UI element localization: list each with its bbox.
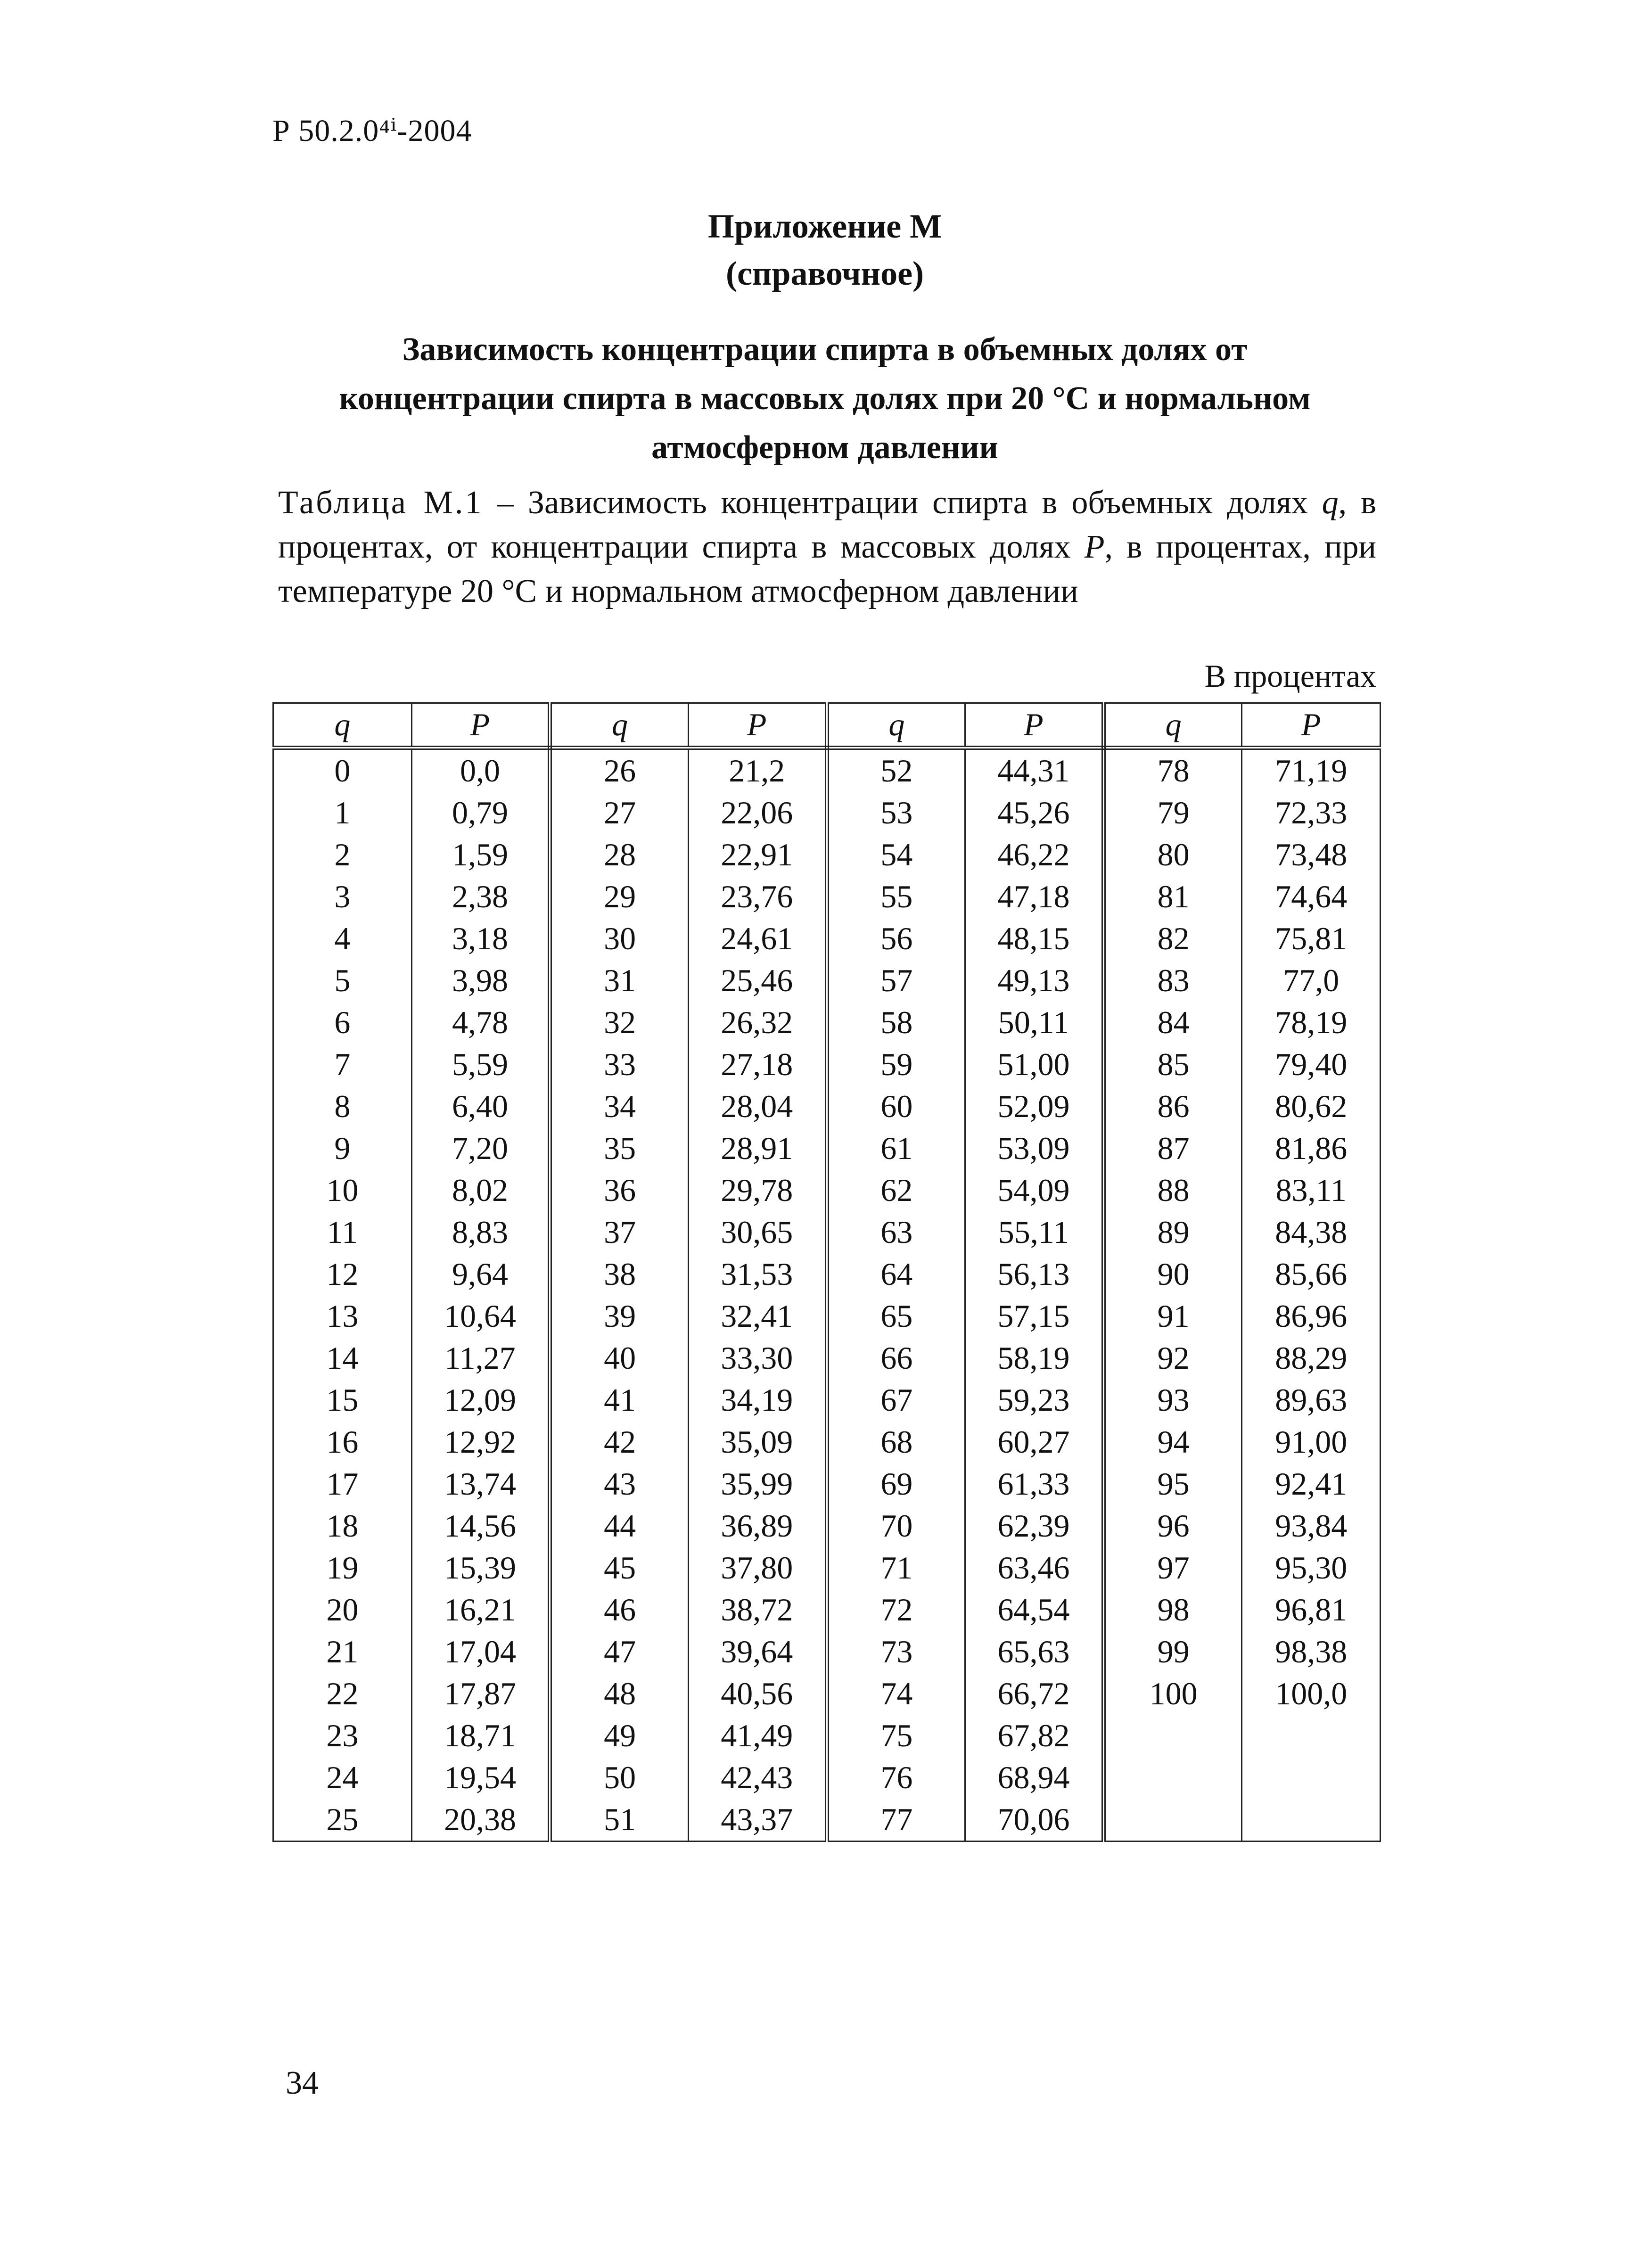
cell-q: 47 <box>550 1631 689 1673</box>
cell-p: 17,04 <box>411 1631 550 1673</box>
cell-p: 44,31 <box>965 748 1104 792</box>
cell-p: 28,91 <box>688 1127 827 1169</box>
cell-q: 45 <box>550 1547 689 1589</box>
cell-q: 31 <box>550 960 689 1002</box>
cell-q: 53 <box>827 792 965 834</box>
cell-q: 3 <box>273 876 412 918</box>
table-row <box>273 1211 1381 1253</box>
cell-p: 55,11 <box>965 1211 1104 1253</box>
table-row <box>273 1002 1381 1044</box>
cell-p: 84,38 <box>1242 1211 1381 1253</box>
cell-q: 40 <box>550 1337 689 1379</box>
cell-p: 71,19 <box>1242 748 1381 792</box>
cell-p: 52,09 <box>965 1085 1104 1127</box>
cell-q: 61 <box>827 1127 965 1169</box>
cell-p: 10,64 <box>411 1295 550 1337</box>
table-row <box>273 960 1381 1002</box>
cell-q: 41 <box>550 1379 689 1421</box>
cell-q: 69 <box>827 1463 965 1505</box>
cell-p: 34,19 <box>688 1379 827 1421</box>
cell-q: 67 <box>827 1379 965 1421</box>
cell-q: 5 <box>273 960 412 1002</box>
cell-q: 72 <box>827 1589 965 1631</box>
cell-q: 49 <box>550 1715 689 1757</box>
cell-p: 60,27 <box>965 1421 1104 1463</box>
cell-p: 21,2 <box>688 748 827 792</box>
cell-q: 75 <box>827 1715 965 1757</box>
column-header-q: q <box>1103 703 1242 748</box>
cell-q <box>1103 1715 1242 1757</box>
cell-p: 20,38 <box>411 1799 550 1842</box>
cell-p: 15,39 <box>411 1547 550 1589</box>
cell-q: 70 <box>827 1505 965 1547</box>
section-title-line: атмосферном давлении <box>651 429 998 466</box>
cell-q: 14 <box>273 1337 412 1379</box>
cell-q: 83 <box>1103 960 1242 1002</box>
cell-q: 21 <box>273 1631 412 1673</box>
cell-p: 86,96 <box>1242 1295 1381 1337</box>
cell-p: 68,94 <box>965 1757 1104 1799</box>
cell-p: 57,15 <box>965 1295 1104 1337</box>
cell-p: 53,09 <box>965 1127 1104 1169</box>
cell-p: 8,02 <box>411 1169 550 1211</box>
column-header-p: P <box>411 703 550 748</box>
column-header-q: q <box>273 703 412 748</box>
cell-q: 12 <box>273 1253 412 1295</box>
cell-q: 28 <box>550 834 689 876</box>
cell-q: 39 <box>550 1295 689 1337</box>
table-row <box>273 1044 1381 1085</box>
cell-q: 1 <box>273 792 412 834</box>
cell-p: 23,76 <box>688 876 827 918</box>
column-header-q: q <box>550 703 689 748</box>
table-caption-text: , в процентах, при температуре 20 °С и нормальном атмосферном давлении <box>278 529 1376 609</box>
conversion-table <box>272 702 1381 1842</box>
cell-p: 46,22 <box>965 834 1104 876</box>
table-row <box>273 1337 1381 1379</box>
cell-p: 36,89 <box>688 1505 827 1547</box>
cell-q: 30 <box>550 918 689 960</box>
cell-q: 27 <box>550 792 689 834</box>
cell-p: 88,29 <box>1242 1337 1381 1379</box>
cell-p: 6,40 <box>411 1085 550 1127</box>
cell-q: 46 <box>550 1589 689 1631</box>
table-row <box>273 1127 1381 1169</box>
cell-p: 17,87 <box>411 1673 550 1715</box>
cell-p: 27,18 <box>688 1044 827 1085</box>
cell-q: 54 <box>827 834 965 876</box>
cell-p: 89,63 <box>1242 1379 1381 1421</box>
document-code: Р 50.2.0⁴ⁱ-2004 <box>272 114 472 148</box>
cell-p <box>1242 1757 1381 1799</box>
section-title-line: концентрации спирта в массовых долях при 20 °С и нормальном <box>339 380 1311 417</box>
cell-p: 91,00 <box>1242 1421 1381 1463</box>
cell-q: 34 <box>550 1085 689 1127</box>
cell-p: 92,41 <box>1242 1463 1381 1505</box>
cell-p: 25,46 <box>688 960 827 1002</box>
cell-q: 36 <box>550 1169 689 1211</box>
cell-p: 54,09 <box>965 1169 1104 1211</box>
cell-q: 13 <box>273 1295 412 1337</box>
cell-p: 96,81 <box>1242 1589 1381 1631</box>
table-row <box>273 1799 1381 1842</box>
cell-q: 37 <box>550 1211 689 1253</box>
cell-q: 20 <box>273 1589 412 1631</box>
cell-q: 79 <box>1103 792 1242 834</box>
cell-q: 66 <box>827 1337 965 1379</box>
cell-p: 48,15 <box>965 918 1104 960</box>
cell-q: 63 <box>827 1211 965 1253</box>
cell-q: 55 <box>827 876 965 918</box>
table-row <box>273 1631 1381 1673</box>
cell-p: 83,11 <box>1242 1169 1381 1211</box>
section-title <box>264 325 1386 472</box>
table-row <box>273 1421 1381 1463</box>
cell-q: 50 <box>550 1757 689 1799</box>
cell-p: 37,80 <box>688 1547 827 1589</box>
cell-p: 95,30 <box>1242 1547 1381 1589</box>
cell-p: 26,32 <box>688 1002 827 1044</box>
cell-p: 30,65 <box>688 1211 827 1253</box>
cell-q: 8 <box>273 1085 412 1127</box>
cell-q: 11 <box>273 1211 412 1253</box>
cell-p: 3,98 <box>411 960 550 1002</box>
cell-q: 7 <box>273 1044 412 1085</box>
cell-q: 74 <box>827 1673 965 1715</box>
cell-p: 35,09 <box>688 1421 827 1463</box>
cell-q: 38 <box>550 1253 689 1295</box>
cell-p: 79,40 <box>1242 1044 1381 1085</box>
cell-p: 100,0 <box>1242 1673 1381 1715</box>
cell-p: 98,38 <box>1242 1631 1381 1673</box>
cell-p: 58,19 <box>965 1337 1104 1379</box>
table-row <box>273 1715 1381 1757</box>
cell-p: 56,13 <box>965 1253 1104 1295</box>
table-row <box>273 792 1381 834</box>
cell-q: 18 <box>273 1505 412 1547</box>
cell-q: 84 <box>1103 1002 1242 1044</box>
cell-p: 0,0 <box>411 748 550 792</box>
cell-q: 16 <box>273 1421 412 1463</box>
cell-p: 3,18 <box>411 918 550 960</box>
cell-p: 16,21 <box>411 1589 550 1631</box>
cell-q: 89 <box>1103 1211 1242 1253</box>
cell-q: 60 <box>827 1085 965 1127</box>
table-body <box>273 748 1381 1842</box>
cell-p: 5,59 <box>411 1044 550 1085</box>
cell-q: 2 <box>273 834 412 876</box>
cell-q <box>1103 1799 1242 1842</box>
cell-p: 2,38 <box>411 876 550 918</box>
cell-q: 91 <box>1103 1295 1242 1337</box>
cell-p: 63,46 <box>965 1547 1104 1589</box>
appendix-title: Приложение М <box>707 207 942 245</box>
column-header-p: P <box>688 703 827 748</box>
table-caption-lead: Таблица М.1 <box>278 485 484 521</box>
cell-p: 18,71 <box>411 1715 550 1757</box>
cell-p: 73,48 <box>1242 834 1381 876</box>
cell-q: 32 <box>550 1002 689 1044</box>
cell-p: 0,79 <box>411 792 550 834</box>
cell-p: 67,82 <box>965 1715 1104 1757</box>
cell-q: 4 <box>273 918 412 960</box>
cell-p: 51,00 <box>965 1044 1104 1085</box>
cell-p: 49,13 <box>965 960 1104 1002</box>
cell-q: 57 <box>827 960 965 1002</box>
cell-p: 28,04 <box>688 1085 827 1127</box>
variable-q: q <box>1322 485 1339 521</box>
appendix-subtitle: (справочное) <box>725 255 924 292</box>
cell-p: 33,30 <box>688 1337 827 1379</box>
cell-q: 44 <box>550 1505 689 1547</box>
cell-q: 99 <box>1103 1631 1242 1673</box>
table-row <box>273 748 1381 792</box>
cell-p: 42,43 <box>688 1757 827 1799</box>
table-caption <box>278 481 1376 614</box>
cell-q: 15 <box>273 1379 412 1421</box>
table-row <box>273 1253 1381 1295</box>
cell-p: 72,33 <box>1242 792 1381 834</box>
cell-q: 43 <box>550 1463 689 1505</box>
cell-p: 12,09 <box>411 1379 550 1421</box>
cell-p: 62,39 <box>965 1505 1104 1547</box>
table-row <box>273 1463 1381 1505</box>
cell-p: 29,78 <box>688 1169 827 1211</box>
table-row <box>273 1547 1381 1589</box>
appendix-heading <box>264 203 1386 297</box>
cell-q: 42 <box>550 1421 689 1463</box>
cell-q: 87 <box>1103 1127 1242 1169</box>
cell-q: 25 <box>273 1799 412 1842</box>
cell-q: 95 <box>1103 1463 1242 1505</box>
cell-q: 97 <box>1103 1547 1242 1589</box>
cell-q: 64 <box>827 1253 965 1295</box>
cell-p: 11,27 <box>411 1337 550 1379</box>
cell-p: 61,33 <box>965 1463 1104 1505</box>
cell-q: 19 <box>273 1547 412 1589</box>
table-row <box>273 1673 1381 1715</box>
cell-p: 59,23 <box>965 1379 1104 1421</box>
cell-q: 100 <box>1103 1673 1242 1715</box>
variable-p: P <box>1084 529 1105 565</box>
cell-q: 90 <box>1103 1253 1242 1295</box>
cell-p: 45,26 <box>965 792 1104 834</box>
table-row <box>273 1379 1381 1421</box>
cell-p: 47,18 <box>965 876 1104 918</box>
cell-p: 14,56 <box>411 1505 550 1547</box>
table-header-row <box>273 703 1381 748</box>
cell-p: 78,19 <box>1242 1002 1381 1044</box>
cell-q: 62 <box>827 1169 965 1211</box>
cell-q: 51 <box>550 1799 689 1842</box>
cell-q: 10 <box>273 1169 412 1211</box>
cell-q: 29 <box>550 876 689 918</box>
units-label: В процентах <box>1204 658 1376 694</box>
cell-p: 13,74 <box>411 1463 550 1505</box>
cell-q: 96 <box>1103 1505 1242 1547</box>
column-header-p: P <box>1242 703 1381 748</box>
cell-q: 86 <box>1103 1085 1242 1127</box>
cell-p: 80,62 <box>1242 1085 1381 1127</box>
cell-q: 56 <box>827 918 965 960</box>
cell-p: 7,20 <box>411 1127 550 1169</box>
cell-q: 0 <box>273 748 412 792</box>
cell-p: 19,54 <box>411 1757 550 1799</box>
column-header-p: P <box>965 703 1104 748</box>
table-caption-text: – Зависимость концентрации спирта в объемных долях <box>483 485 1322 521</box>
cell-q: 73 <box>827 1631 965 1673</box>
section-title-line: Зависимость концентрации спирта в объемных долях от <box>402 331 1248 368</box>
cell-q: 88 <box>1103 1169 1242 1211</box>
cell-p: 31,53 <box>688 1253 827 1295</box>
cell-q: 94 <box>1103 1421 1242 1463</box>
cell-q: 93 <box>1103 1379 1242 1421</box>
cell-q: 65 <box>827 1295 965 1337</box>
cell-q: 23 <box>273 1715 412 1757</box>
cell-q: 92 <box>1103 1337 1242 1379</box>
cell-p: 66,72 <box>965 1673 1104 1715</box>
cell-p: 41,49 <box>688 1715 827 1757</box>
cell-q: 6 <box>273 1002 412 1044</box>
page-number: 34 <box>286 2065 319 2101</box>
cell-p: 85,66 <box>1242 1253 1381 1295</box>
cell-q: 48 <box>550 1673 689 1715</box>
cell-p: 43,37 <box>688 1799 827 1842</box>
cell-p: 1,59 <box>411 834 550 876</box>
cell-q: 33 <box>550 1044 689 1085</box>
cell-p: 50,11 <box>965 1002 1104 1044</box>
cell-p: 35,99 <box>688 1463 827 1505</box>
cell-p: 70,06 <box>965 1799 1104 1842</box>
cell-p: 40,56 <box>688 1673 827 1715</box>
cell-p: 9,64 <box>411 1253 550 1295</box>
cell-p: 24,61 <box>688 918 827 960</box>
cell-q: 77 <box>827 1799 965 1842</box>
cell-q: 52 <box>827 748 965 792</box>
table-row <box>273 1295 1381 1337</box>
cell-q: 35 <box>550 1127 689 1169</box>
table-row <box>273 1589 1381 1631</box>
cell-q: 59 <box>827 1044 965 1085</box>
cell-q: 22 <box>273 1673 412 1715</box>
table-row <box>273 1757 1381 1799</box>
cell-q: 80 <box>1103 834 1242 876</box>
cell-p: 39,64 <box>688 1631 827 1673</box>
cell-p: 64,54 <box>965 1589 1104 1631</box>
column-header-q: q <box>827 703 965 748</box>
cell-q: 81 <box>1103 876 1242 918</box>
cell-p: 22,06 <box>688 792 827 834</box>
cell-p: 4,78 <box>411 1002 550 1044</box>
cell-q: 82 <box>1103 918 1242 960</box>
cell-q: 17 <box>273 1463 412 1505</box>
cell-p: 93,84 <box>1242 1505 1381 1547</box>
cell-p: 32,41 <box>688 1295 827 1337</box>
cell-q: 26 <box>550 748 689 792</box>
table-row <box>273 834 1381 876</box>
cell-q <box>1103 1757 1242 1799</box>
cell-p <box>1242 1799 1381 1842</box>
table-row <box>273 876 1381 918</box>
cell-q: 58 <box>827 1002 965 1044</box>
cell-p: 8,83 <box>411 1211 550 1253</box>
cell-p: 75,81 <box>1242 918 1381 960</box>
cell-p: 77,0 <box>1242 960 1381 1002</box>
cell-p <box>1242 1715 1381 1757</box>
table-row <box>273 1169 1381 1211</box>
table-row <box>273 918 1381 960</box>
cell-q: 9 <box>273 1127 412 1169</box>
cell-q: 78 <box>1103 748 1242 792</box>
cell-q: 76 <box>827 1757 965 1799</box>
cell-p: 12,92 <box>411 1421 550 1463</box>
cell-q: 71 <box>827 1547 965 1589</box>
cell-q: 68 <box>827 1421 965 1463</box>
cell-q: 24 <box>273 1757 412 1799</box>
cell-p: 81,86 <box>1242 1127 1381 1169</box>
cell-p: 65,63 <box>965 1631 1104 1673</box>
cell-p: 38,72 <box>688 1589 827 1631</box>
cell-q: 98 <box>1103 1589 1242 1631</box>
cell-p: 74,64 <box>1242 876 1381 918</box>
cell-p: 22,91 <box>688 834 827 876</box>
table-row <box>273 1085 1381 1127</box>
cell-q: 85 <box>1103 1044 1242 1085</box>
table-caption-text: , в процентах, от концентрации спирта в массовых долях <box>278 485 1376 565</box>
table-row <box>273 1505 1381 1547</box>
